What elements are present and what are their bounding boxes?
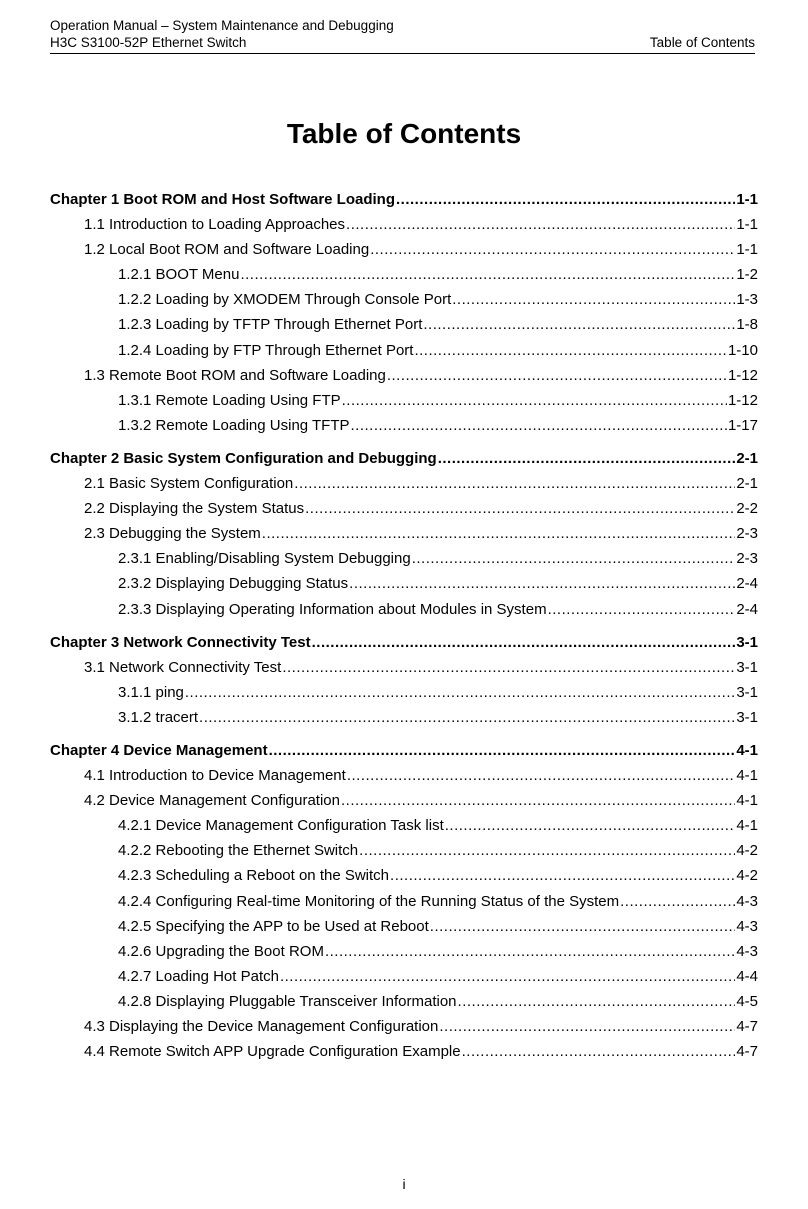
toc-entry-title: 4.2.7 Loading Hot Patch (118, 967, 279, 985)
dot-leader (347, 763, 735, 788)
toc-entry-title: 4.2.8 Displaying Pluggable Transceiver Information (118, 992, 457, 1010)
toc-entry-title: 1.3 Remote Boot ROM and Software Loading (84, 366, 386, 384)
toc-page-number: 4-1 (736, 792, 758, 810)
toc-page-number: 1-8 (736, 316, 758, 334)
toc-entry-link[interactable] (50, 763, 758, 788)
toc-entry-title: 2.3.3 Displaying Operating Information about Modules in System (118, 600, 547, 618)
toc-page-number: 2-2 (736, 500, 758, 518)
toc-page-number: 4-7 (736, 1018, 758, 1035)
toc-entry-title: 2.3.1 Enabling/Disabling System Debugging (118, 550, 411, 568)
toc-entry-title: 3.1.1 ping (118, 683, 184, 701)
product-name: H3C S3100-52P Ethernet Switch (50, 35, 247, 50)
toc-entry-title: 1.2.1 BOOT Menu (118, 266, 240, 284)
toc-entry-title: Chapter 3 Network Connectivity Test (50, 633, 311, 651)
toc-entry-title: 1.3.2 Remote Loading Using TFTP (118, 416, 350, 434)
toc-entry-link[interactable] (50, 363, 758, 388)
toc-page-number: 3-1 (736, 708, 758, 726)
toc-page-number: 1-1 (736, 241, 758, 259)
toc-entry-link[interactable] (50, 546, 758, 571)
toc-page-number: 1-12 (727, 391, 758, 409)
toc-entry-title: 1.2.3 Loading by TFTP Through Ethernet Port (118, 316, 423, 334)
dot-leader (294, 471, 735, 496)
toc-chapter-link[interactable] (50, 630, 758, 655)
toc-entry-title: 2.3.2 Displaying Debugging Status (118, 575, 349, 593)
toc-entry-link[interactable] (50, 813, 758, 838)
dot-leader (452, 287, 735, 312)
toc-entry-title: 4.1 Introduction to Device Management (84, 767, 346, 785)
toc-entry-link[interactable] (50, 863, 758, 888)
chapter-block (50, 446, 758, 622)
dot-leader (349, 571, 735, 596)
dot-leader (370, 237, 735, 262)
toc-page-number: 1-12 (727, 366, 758, 384)
toc-entry-link[interactable] (50, 889, 758, 914)
dot-leader (282, 655, 735, 680)
toc-chapter-link[interactable] (50, 187, 758, 212)
dot-leader (430, 914, 736, 939)
toc-entry-title: 2.3 Debugging the System (84, 525, 261, 543)
dot-leader (439, 1014, 735, 1039)
header-section: Table of Contents (649, 35, 755, 50)
toc-entry-link[interactable] (50, 964, 758, 989)
toc-entry-link[interactable] (50, 705, 758, 730)
toc-entry-link[interactable] (50, 413, 758, 438)
toc-page-number: 1-2 (736, 266, 758, 284)
dot-leader (341, 788, 735, 813)
toc-entry-title: 4.2.6 Upgrading the Boot ROM (118, 942, 324, 960)
toc-entry-link[interactable] (50, 1039, 758, 1064)
toc-page-number: 4-2 (736, 867, 758, 885)
dot-leader (462, 1039, 736, 1064)
toc-entry-link[interactable] (50, 338, 758, 363)
dot-leader (390, 863, 735, 888)
toc-page-number: 4-1 (736, 741, 758, 759)
toc-entry-link[interactable] (50, 597, 758, 622)
toc-entry-title: Chapter 1 Boot ROM and Host Software Loading (50, 191, 396, 208)
toc-entry-title: 1.1 Introduction to Loading Approaches (84, 216, 346, 234)
toc-entry-link[interactable] (50, 312, 758, 337)
toc-entry-link[interactable] (50, 571, 758, 596)
header-row (50, 34, 755, 51)
dot-leader (548, 597, 736, 622)
toc-entry-title: Chapter 2 Basic System Configuration and Debugging (50, 449, 437, 467)
toc-page-number: 4-3 (736, 942, 758, 960)
page-header (50, 17, 755, 54)
dot-leader (305, 496, 735, 521)
dot-leader (199, 705, 735, 730)
toc-entry-title: 4.3 Displaying the Device Management Configuration (84, 1018, 439, 1035)
toc-entry-title: 2.2 Displaying the System Status (84, 500, 305, 518)
dot-leader (387, 363, 727, 388)
toc-page-number: 4-1 (736, 767, 758, 785)
chapter-block (50, 738, 758, 1064)
toc-page-number: 2-4 (736, 600, 758, 618)
toc-page-number: 4-3 (736, 917, 758, 935)
toc-page-number: 4-2 (736, 842, 758, 860)
dot-leader (342, 388, 727, 413)
toc-entry-title: 3.1.2 tracert (118, 708, 199, 726)
toc-chapter-link[interactable] (50, 738, 758, 763)
toc-page-number: 3-1 (736, 683, 758, 701)
toc-page-number: 2-1 (736, 475, 758, 493)
toc-page-number: 4-3 (736, 892, 758, 910)
toc-entry-title: 1.2.4 Loading by FTP Through Ethernet Port (118, 341, 414, 359)
toc-entry-link[interactable] (50, 788, 758, 813)
toc-entry-link[interactable] (50, 838, 758, 863)
dot-leader (414, 338, 727, 363)
table-of-contents (50, 187, 758, 1072)
toc-entry-link[interactable] (50, 655, 758, 680)
manual-title: Operation Manual – System Maintenance and Debugging (50, 18, 394, 33)
dot-leader (359, 838, 735, 863)
dot-leader (240, 262, 735, 287)
dot-leader (262, 521, 736, 546)
toc-entry-link[interactable] (50, 471, 758, 496)
toc-entry-link[interactable] (50, 914, 758, 939)
toc-page-number: 2-3 (736, 550, 758, 568)
dot-leader (620, 889, 735, 914)
toc-entry-link[interactable] (50, 237, 758, 262)
toc-entry-link[interactable] (50, 939, 758, 964)
toc-entry-link[interactable] (50, 287, 758, 312)
toc-entry-link[interactable] (50, 989, 758, 1014)
toc-page-number: 1-1 (736, 216, 758, 234)
toc-entry-link[interactable] (50, 388, 758, 413)
chapter-block (50, 187, 758, 438)
toc-entry-link[interactable] (50, 521, 758, 546)
toc-entry-title: Chapter 4 Device Management (50, 741, 268, 759)
toc-entry-title: 1.2 Local Boot ROM and Software Loading (84, 241, 370, 259)
dot-leader (396, 187, 735, 212)
toc-entry-title: 4.4 Remote Switch APP Upgrade Configuration Example (84, 1043, 461, 1061)
toc-entry-title: 4.2.1 Device Management Configuration Task list (118, 817, 444, 835)
dot-leader (346, 212, 735, 237)
toc-page-number: 1-1 (736, 191, 758, 208)
dot-leader (185, 680, 735, 705)
dot-leader (351, 413, 727, 438)
toc-entry-title: 4.2.3 Scheduling a Reboot on the Switch (118, 867, 390, 885)
toc-page-number: 2-3 (736, 525, 758, 543)
toc-page-number: 3-1 (736, 633, 758, 651)
toc-entry-link[interactable] (50, 262, 758, 287)
toc-entry-link[interactable] (50, 212, 758, 237)
toc-page-number: 4-4 (736, 967, 758, 985)
chapter-block (50, 630, 758, 730)
dot-leader (280, 964, 735, 989)
toc-entry-title: 4.2 Device Management Configuration (84, 792, 340, 810)
dot-leader (325, 939, 735, 964)
dot-leader (458, 989, 736, 1014)
toc-page-number: 4-7 (736, 1043, 758, 1061)
toc-entry-link[interactable] (50, 1014, 758, 1039)
dot-leader (412, 546, 736, 571)
page-number: i (402, 1176, 406, 1192)
page-title: Table of Contents (286, 118, 522, 149)
toc-page-number: 3-1 (736, 658, 758, 676)
toc-page-number: 2-1 (736, 449, 758, 467)
dot-leader (423, 312, 735, 337)
toc-entry-title: 2.1 Basic System Configuration (84, 475, 294, 493)
toc-page-number: 1-17 (727, 416, 758, 434)
toc-entry-title: 4.2.4 Configuring Real-time Monitoring of the Running Status of the System (118, 892, 620, 910)
dot-leader (438, 446, 736, 471)
toc-entry-title: 4.2.2 Rebooting the Ethernet Switch (118, 842, 359, 860)
toc-page-number: 4-1 (736, 817, 758, 835)
toc-page-number: 1-3 (736, 291, 758, 309)
toc-page-number: 2-4 (736, 575, 758, 593)
toc-entry-link[interactable] (50, 680, 758, 705)
toc-entry-title: 4.2.5 Specifying the APP to be Used at Reboot (118, 917, 429, 935)
toc-page-number: 1-10 (727, 341, 758, 359)
dot-leader (445, 813, 736, 838)
toc-page-number: 4-5 (736, 992, 758, 1010)
toc-entry-link[interactable] (50, 496, 758, 521)
dot-leader (269, 738, 736, 763)
toc-entry-title: 3.1 Network Connectivity Test (84, 658, 282, 676)
dot-leader (312, 630, 736, 655)
toc-entry-title: 1.2.2 Loading by XMODEM Through Console Port (118, 291, 452, 309)
toc-chapter-link[interactable] (50, 446, 758, 471)
toc-entry-title: 1.3.1 Remote Loading Using FTP (118, 391, 341, 409)
